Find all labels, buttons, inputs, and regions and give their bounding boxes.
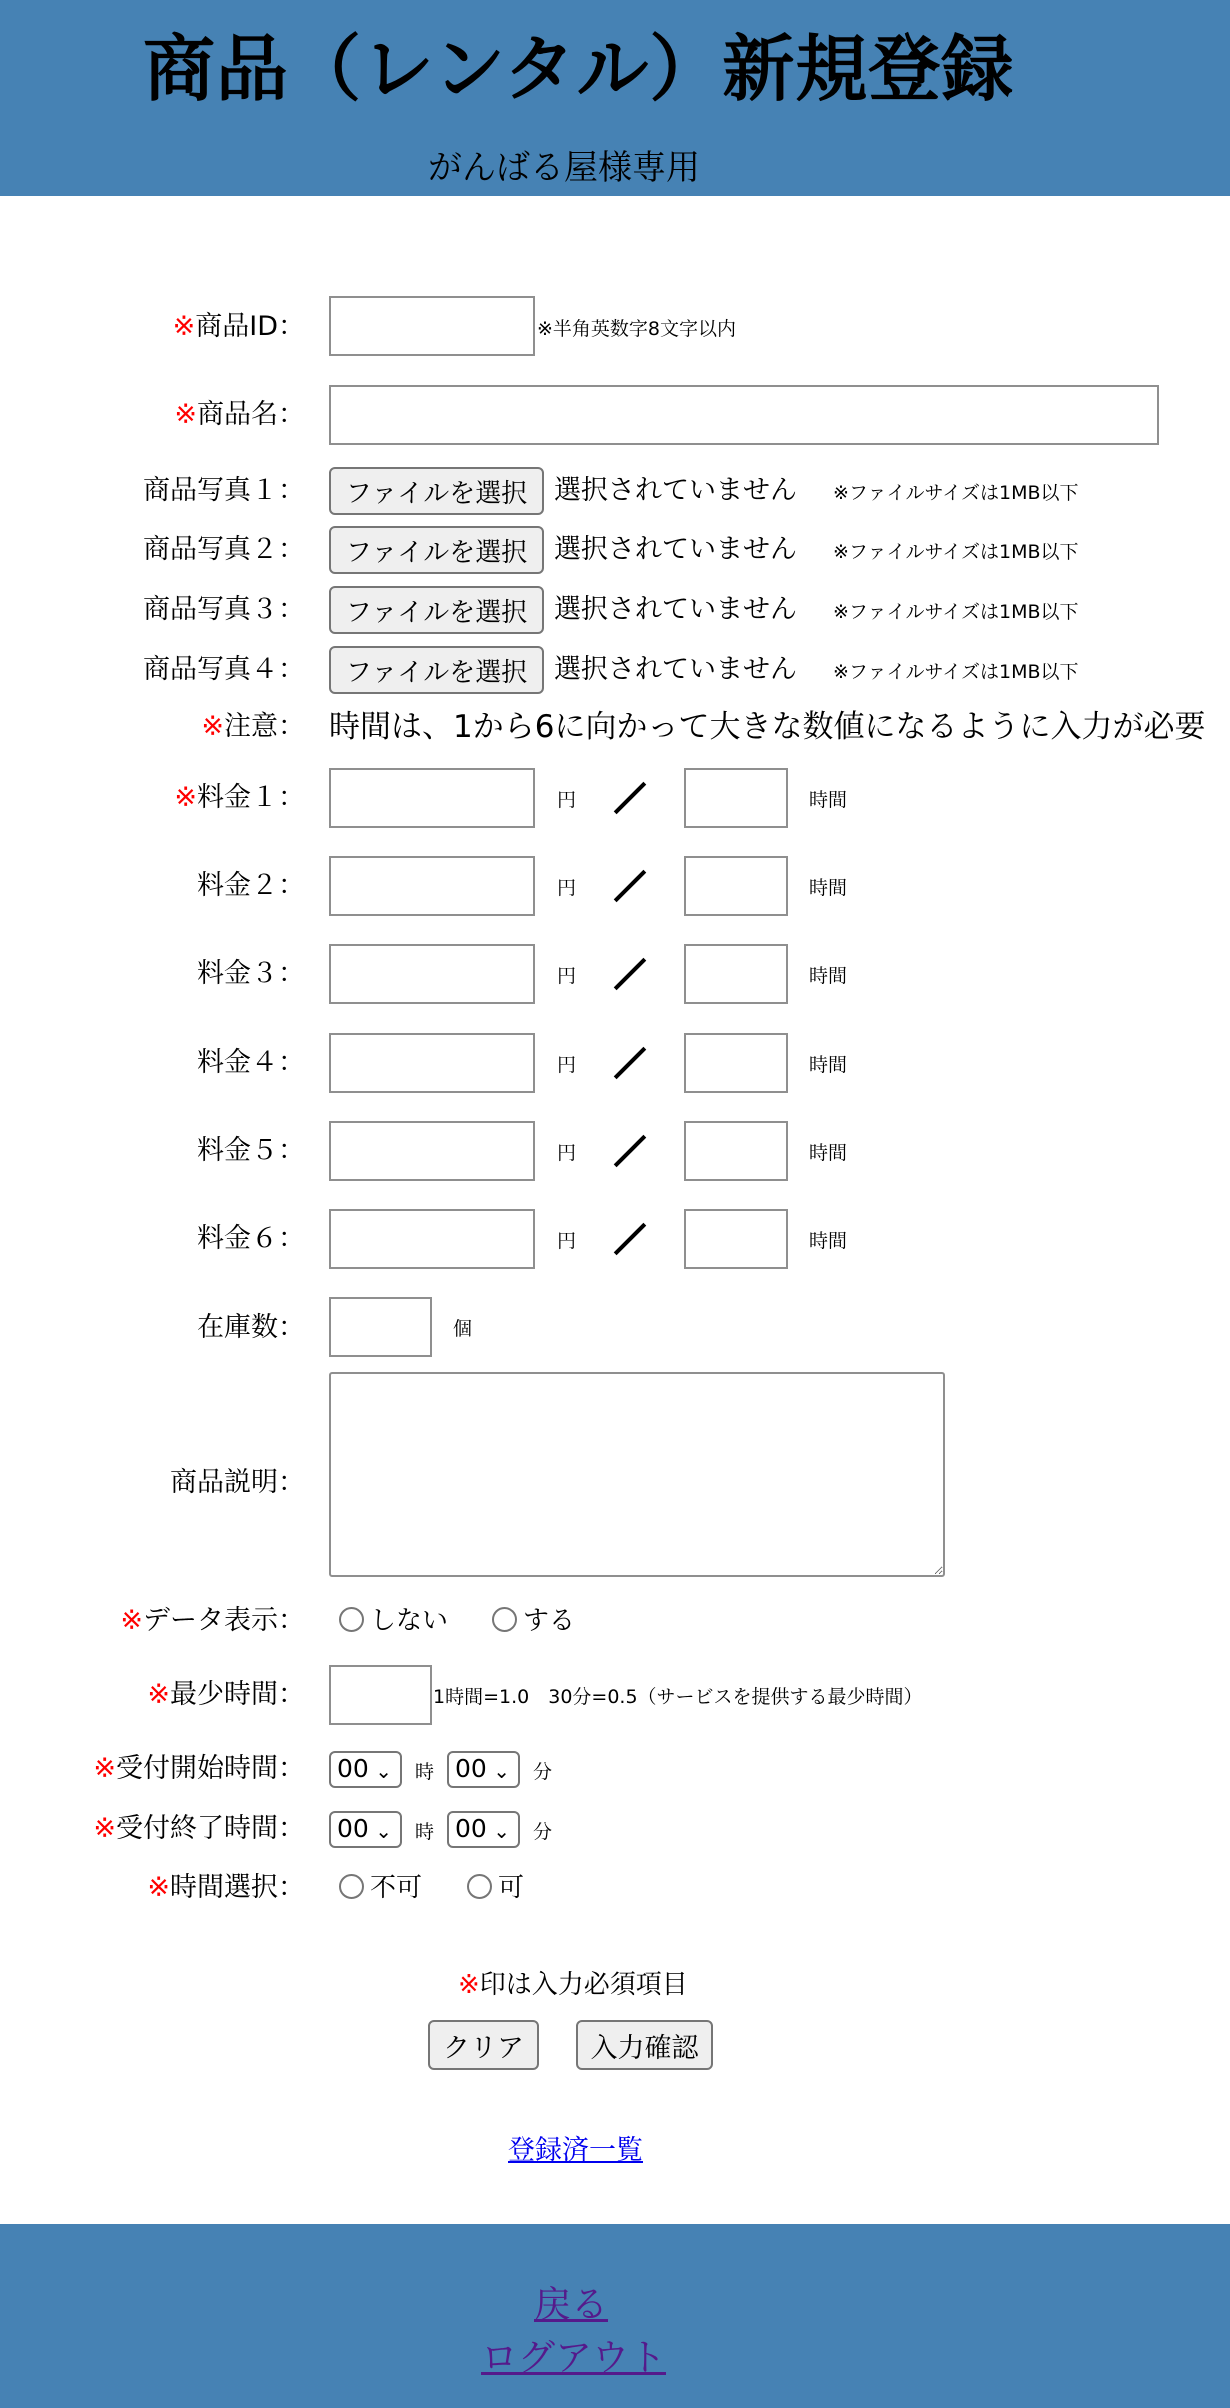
- reception-start-minute-unit: 分: [533, 1761, 553, 1783]
- photo-1-label: 商品写真１：: [143, 475, 305, 506]
- fee-3-yen-input[interactable]: [329, 944, 535, 1004]
- fee-5-slash: [614, 1135, 647, 1168]
- fee-1-yen-unit: 円: [557, 789, 577, 811]
- required-note: ※印は入力必須項目: [458, 1970, 688, 2000]
- fee-3-hour-unit: 時間: [809, 965, 848, 987]
- photo-4-label: 商品写真４：: [143, 654, 305, 685]
- product-id-label: ※商品ID：: [172, 311, 305, 342]
- fee-4-hour-unit: 時間: [809, 1054, 848, 1076]
- stock-label: 在庫数：: [197, 1312, 305, 1343]
- product-name-label: ※商品名：: [174, 399, 305, 430]
- data-display-off-radio[interactable]: [339, 1607, 364, 1632]
- reception-start-hour-select[interactable]: 00 ⌄: [329, 1751, 402, 1788]
- notice-text: 時間は、1から6に向かって大きな数値になるように入力が必要: [329, 709, 1206, 745]
- time-select-label: ※時間選択：: [147, 1872, 305, 1903]
- fee-4-yen-input[interactable]: [329, 1033, 535, 1093]
- fee-2-hours-input[interactable]: [684, 856, 788, 916]
- fee-2-yen-input[interactable]: [329, 856, 535, 916]
- description-textarea[interactable]: [329, 1372, 945, 1577]
- fee-2-yen-unit: 円: [557, 877, 577, 899]
- photo-2-note: ※ファイルサイズは1MB以下: [833, 541, 1079, 563]
- reception-end-minute-select[interactable]: 00 ⌄: [447, 1811, 520, 1848]
- fee-4-slash: [614, 1047, 647, 1080]
- time-select-yes-label: 可: [498, 1873, 525, 1903]
- photo-3-note: ※ファイルサイズは1MB以下: [833, 601, 1079, 623]
- fee-2-label: 料金２：: [197, 870, 305, 901]
- clear-button[interactable]: クリア: [428, 2020, 539, 2070]
- page-header: [0, 0, 1230, 196]
- fee-1-hours-input[interactable]: [684, 768, 788, 828]
- chevron-down-icon: ⌄: [375, 1759, 392, 1783]
- stock-unit: 個: [453, 1318, 473, 1340]
- chevron-down-icon: ⌄: [375, 1819, 392, 1843]
- data-display-off-label: しない: [370, 1606, 449, 1636]
- time-select-no-label: 不可: [370, 1873, 423, 1903]
- min-time-note: 1時間=1.0 30分=0.5（サービスを提供する最少時間）: [433, 1686, 923, 1708]
- page-subtitle: がんばる屋様専用: [428, 148, 700, 188]
- product-id-note: ※半角英数字8文字以内: [537, 318, 737, 340]
- reception-start-hour-unit: 時: [415, 1761, 435, 1783]
- fee-3-yen-unit: 円: [557, 965, 577, 987]
- fee-3-label: 料金３：: [197, 958, 305, 989]
- fee-5-hour-unit: 時間: [809, 1142, 848, 1164]
- fee-5-yen-input[interactable]: [329, 1121, 535, 1181]
- fee-6-yen-input[interactable]: [329, 1209, 535, 1269]
- reception-end-hour-select[interactable]: 00 ⌄: [329, 1811, 402, 1848]
- min-time-label: ※最少時間：: [147, 1679, 305, 1710]
- time-select-no-radio[interactable]: [339, 1874, 364, 1899]
- product-id-input[interactable]: [329, 296, 535, 356]
- photo-4-note: ※ファイルサイズは1MB以下: [833, 661, 1079, 683]
- photo-2-file-button[interactable]: ファイルを選択: [329, 526, 544, 574]
- description-label: 商品説明：: [170, 1467, 305, 1498]
- fee-4-label: 料金４：: [197, 1047, 305, 1078]
- photo-1-file-button[interactable]: ファイルを選択: [329, 467, 544, 515]
- data-display-on-radio[interactable]: [492, 1607, 517, 1632]
- reception-start-minute-select[interactable]: 00 ⌄: [447, 1751, 520, 1788]
- photo-3-status: 選択されていません: [554, 594, 797, 625]
- data-display-on-label: する: [523, 1606, 576, 1636]
- fee-1-label: ※料金１：: [174, 782, 305, 813]
- registered-list-link[interactable]: 登録済一覧: [508, 2135, 643, 2166]
- photo-2-label: 商品写真２：: [143, 534, 305, 565]
- chevron-down-icon: ⌄: [493, 1759, 510, 1783]
- product-name-input[interactable]: [329, 385, 1159, 445]
- photo-4-status: 選択されていません: [554, 654, 797, 685]
- logout-link[interactable]: ログアウト: [481, 2336, 666, 2379]
- photo-3-label: 商品写真３：: [143, 594, 305, 625]
- fee-2-hour-unit: 時間: [809, 877, 848, 899]
- page-title: 商品（レンタル）新規登録: [143, 27, 1015, 111]
- fee-1-hour-unit: 時間: [809, 789, 848, 811]
- fee-3-slash: [614, 958, 647, 991]
- fee-3-hours-input[interactable]: [684, 944, 788, 1004]
- fee-1-yen-input[interactable]: [329, 768, 535, 828]
- min-time-input[interactable]: [329, 1665, 432, 1725]
- fee-6-hour-unit: 時間: [809, 1230, 848, 1252]
- time-select-yes-radio[interactable]: [467, 1874, 492, 1899]
- notice-label: ※注意：: [201, 711, 305, 742]
- photo-3-file-button[interactable]: ファイルを選択: [329, 586, 544, 634]
- page-footer: [0, 2224, 1230, 2408]
- fee-1-slash: [614, 782, 647, 815]
- photo-2-status: 選択されていません: [554, 534, 797, 565]
- fee-5-hours-input[interactable]: [684, 1121, 788, 1181]
- stock-input[interactable]: [329, 1297, 432, 1357]
- fee-5-label: 料金５：: [197, 1135, 305, 1166]
- fee-6-label: 料金６：: [197, 1223, 305, 1254]
- fee-4-hours-input[interactable]: [684, 1033, 788, 1093]
- reception-end-minute-unit: 分: [533, 1821, 553, 1843]
- fee-4-yen-unit: 円: [557, 1054, 577, 1076]
- reception-end-hour-unit: 時: [415, 1821, 435, 1843]
- fee-2-slash: [614, 870, 647, 903]
- reception-start-label: ※受付開始時間：: [93, 1753, 305, 1784]
- fee-6-yen-unit: 円: [557, 1230, 577, 1252]
- reception-end-label: ※受付終了時間：: [93, 1813, 305, 1844]
- photo-1-note: ※ファイルサイズは1MB以下: [833, 482, 1079, 504]
- photo-4-file-button[interactable]: ファイルを選択: [329, 646, 544, 694]
- confirm-button[interactable]: 入力確認: [576, 2020, 713, 2070]
- fee-6-slash: [614, 1223, 647, 1256]
- fee-5-yen-unit: 円: [557, 1142, 577, 1164]
- fee-6-hours-input[interactable]: [684, 1209, 788, 1269]
- photo-1-status: 選択されていません: [554, 475, 797, 506]
- data-display-label: ※データ表示：: [120, 1605, 305, 1636]
- back-link[interactable]: 戻る: [534, 2283, 608, 2326]
- chevron-down-icon: ⌄: [493, 1819, 510, 1843]
